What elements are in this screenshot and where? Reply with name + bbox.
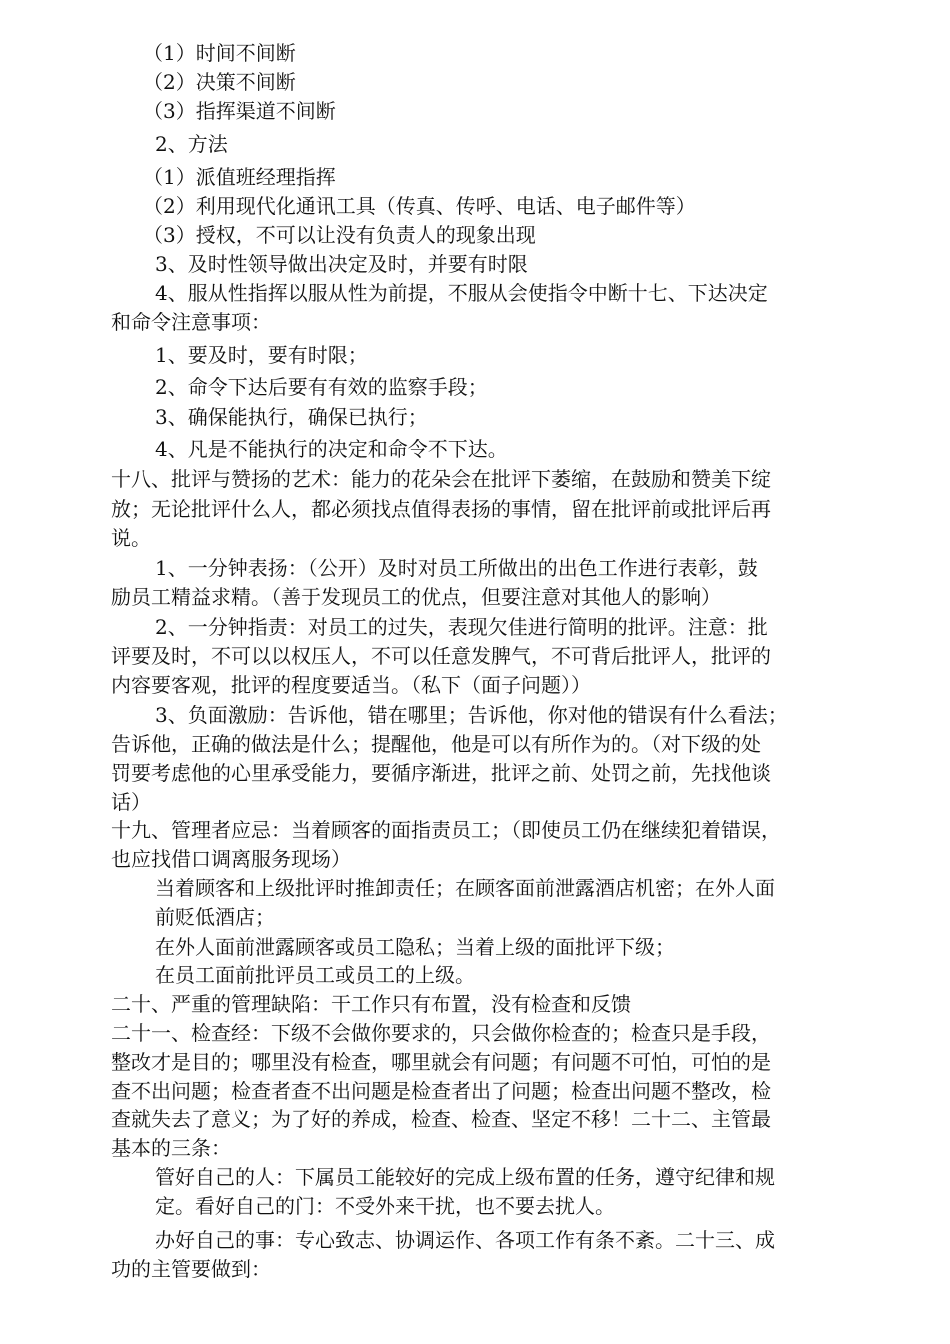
text-line: 告诉他，正确的做法是什么；提醒他，他是可以有所作为的。（对下级的处 [111,732,761,756]
text-line: 2、一分钟指责：对员工的过失，表现欠佳进行简明的批评。注意：批 [155,615,768,639]
text-line: （1）时间不间断 [143,41,296,65]
text-line: 也应找借口调离服务现场） [111,847,351,871]
text-line: 管好自己的人：下属员工能较好的完成上级布置的任务，遵守纪律和规 [155,1165,775,1189]
text-line: 基本的三条： [111,1136,231,1160]
text-line: 整改才是目的；哪里没有检查，哪里就会有问题；有问题不可怕，可怕的是 [111,1050,771,1074]
text-line: 二十、严重的管理缺陷：干工作只有布置，没有检查和反馈 [111,992,631,1016]
text-line: 说。 [111,526,151,550]
text-line: 在外人面前泄露顾客或员工隐私；当着上级的面批评下级； [155,935,675,959]
text-line: 功的主管要做到： [111,1257,271,1281]
text-line: （1）派值班经理指挥 [143,165,336,189]
text-line: 4、凡是不能执行的决定和命令不下达。 [155,437,508,461]
text-line: （3）指挥渠道不间断 [143,99,336,123]
text-line: 办好自己的事：专心致志、协调运作、各项工作有条不紊。二十三、成 [155,1228,775,1252]
text-line: 1、一分钟表扬：（公开）及时对员工所做出的出色工作进行表彰，鼓 [155,556,758,580]
text-line: 和命令注意事项： [111,310,271,334]
text-line: 话） [111,790,151,814]
text-line: 励员工精益求精。（善于发现员工的优点，但要注意对其他人的影响） [111,585,721,609]
text-line: 十八、批评与赞扬的艺术：能力的花朵会在批评下萎缩，在鼓励和赞美下绽 [111,467,771,491]
text-line: 罚要考虑他的心里承受能力，要循序渐进，批评之前、处罚之前，先找他谈 [111,761,771,785]
text-line: 2、方法 [155,132,228,156]
text-line: 内容要客观，批评的程度要适当。（私下（面子问题）） [111,673,591,697]
text-line: 查不出问题；检查者查不出问题是检查者出了问题；检查出问题不整改，检 [111,1079,771,1103]
text-line: （2）利用现代化通讯工具（传真、传呼、电话、电子邮件等） [143,194,696,218]
text-line: 3、负面激励：告诉他，错在哪里；告诉他，你对他的错误有什么看法； [155,703,788,727]
text-line: 放；无论批评什么人，都必须找点值得表扬的事情，留在批评前或批评后再 [111,497,771,521]
text-line: 2、命令下达后要有有效的监察手段； [155,375,488,399]
text-line: 4、服从性指挥以服从性为前提，不服从会使指令中断十七、下达决定 [155,281,768,305]
text-line: 1、要及时，要有时限； [155,343,368,367]
text-line: （3）授权，不可以让没有负责人的现象出现 [143,223,536,247]
text-line: 3、及时性领导做出决定及时，并要有时限 [155,252,528,276]
text-line: （2）决策不间断 [143,70,296,94]
text-line: 查就失去了意义；为了好的养成，检查、检查、坚定不移！二十二、主管最 [111,1107,771,1131]
text-line: 当着顾客和上级批评时推卸责任；在顾客面前泄露酒店机密；在外人面 [155,876,775,900]
text-line: 评要及时，不可以以权压人，不可以任意发脾气，不可背后批评人，批评的 [111,644,771,668]
text-line: 定。看好自己的门：不受外来干扰，也不要去扰人。 [155,1194,615,1218]
text-line: 前贬低酒店； [155,905,275,929]
text-line: 3、确保能执行，确保已执行； [155,405,428,429]
text-line: 二十一、检查经：下级不会做你要求的，只会做你检查的；检查只是手段， [111,1021,771,1045]
text-line: 在员工面前批评员工或员工的上级。 [155,963,475,987]
text-line: 十九、管理者应忌：当着顾客的面指责员工；（即使员工仍在继续犯着错误， [111,818,781,842]
